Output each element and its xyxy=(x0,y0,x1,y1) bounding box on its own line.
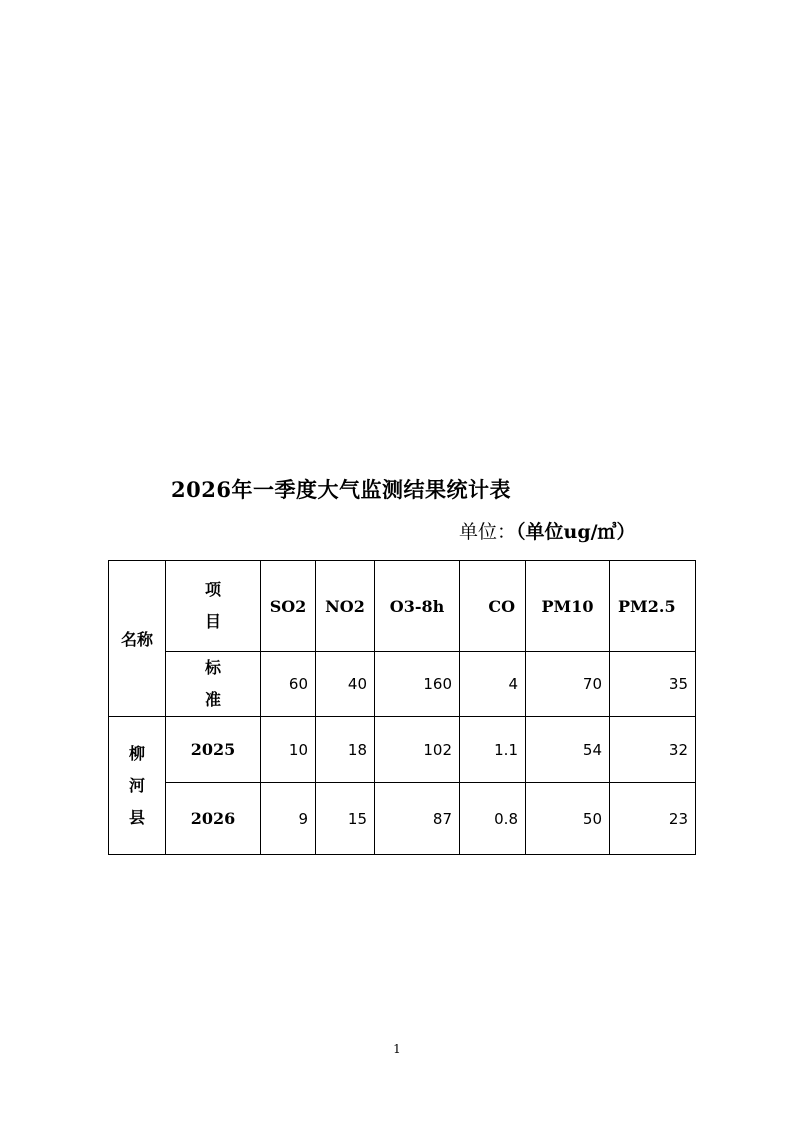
standard-value: 4 xyxy=(460,652,526,717)
standard-value: 160 xyxy=(375,652,460,717)
measurement-value: 23 xyxy=(610,783,696,855)
measurement-value: 50 xyxy=(526,783,610,855)
column-header-co: CO xyxy=(460,561,526,652)
unit-prefix: 单位： xyxy=(459,521,517,543)
location-cell xyxy=(109,717,166,855)
measurement-value: 1.1 xyxy=(460,717,526,783)
standard-value: 70 xyxy=(526,652,610,717)
unit-value: （单位ug/㎥） xyxy=(516,521,636,543)
name-label: 名称 xyxy=(120,630,153,649)
column-header-pm10: PM10 xyxy=(526,561,610,652)
year-cell: 2026 xyxy=(166,783,261,855)
standard-value: 40 xyxy=(316,652,375,717)
table-row xyxy=(109,717,696,783)
measurement-value: 9 xyxy=(261,783,316,855)
standard-label: 标 准 xyxy=(204,658,221,709)
table-header-row xyxy=(109,561,696,652)
page-number: 1 xyxy=(393,1042,401,1056)
column-header-pm2-5: PM2.5 xyxy=(610,561,696,652)
measurement-value: 87 xyxy=(375,783,460,855)
monitoring-results-table xyxy=(108,560,696,855)
unit-note xyxy=(459,517,636,544)
standard-row xyxy=(109,652,696,717)
name-header-cell xyxy=(109,561,166,717)
measurement-value: 32 xyxy=(610,717,696,783)
column-header-no2: NO2 xyxy=(316,561,375,652)
measurement-value: 54 xyxy=(526,717,610,783)
year-cell: 2025 xyxy=(166,717,261,783)
standard-value: 35 xyxy=(610,652,696,717)
location-label: 柳 河 县 xyxy=(128,743,145,827)
measurement-value: 10 xyxy=(261,717,316,783)
measurement-value: 15 xyxy=(316,783,375,855)
measurement-value: 102 xyxy=(375,717,460,783)
standard-value: 60 xyxy=(261,652,316,717)
table-row xyxy=(109,783,696,855)
measurement-value: 0.8 xyxy=(460,783,526,855)
standard-label-cell xyxy=(166,652,261,717)
measurement-value: 18 xyxy=(316,717,375,783)
document-title: 2026年一季度大气监测结果统计表 xyxy=(171,477,511,502)
column-header-so2: SO2 xyxy=(261,561,316,652)
item-header-cell xyxy=(166,561,261,652)
column-header-o3-8h: O3-8h xyxy=(375,561,460,652)
item-label: 项 目 xyxy=(204,580,221,631)
